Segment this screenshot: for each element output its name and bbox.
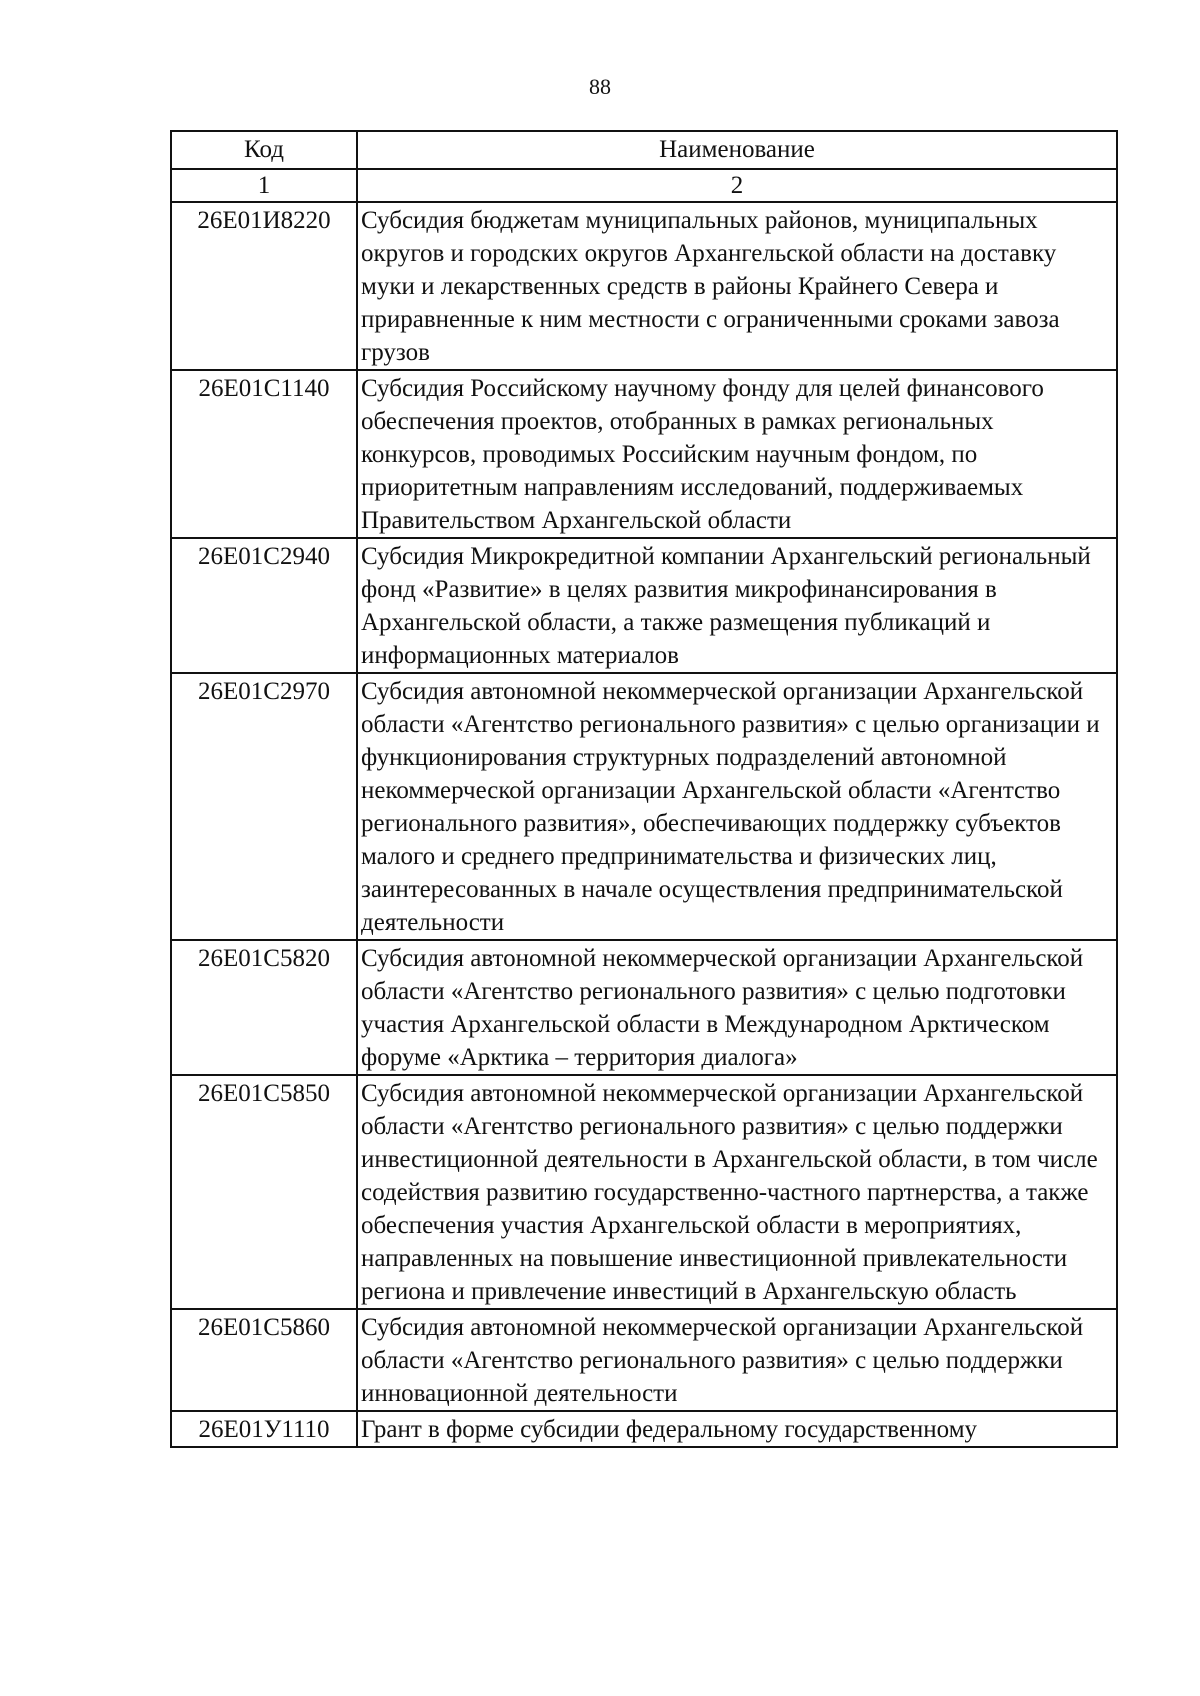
row-code: 26Е01С2970 <box>171 673 357 940</box>
row-code: 26Е01С5820 <box>171 940 357 1075</box>
table-row <box>171 673 1117 940</box>
row-code: 26Е01С2940 <box>171 538 357 673</box>
page-number: 88 <box>589 74 611 99</box>
budget-codes-table <box>170 130 1118 1448</box>
table-row <box>171 370 1117 538</box>
row-code: 26Е01С1140 <box>171 370 357 538</box>
column-number-name: 2 <box>357 169 1117 202</box>
row-name: Субсидия автономной некоммерческой организации Архангельской области «Агентство регионального развития» с целью подготовки участия Архангельской области в Международном Арктическом форуме «Арктика – территория диалога» <box>357 940 1117 1075</box>
row-name: Субсидия автономной некоммерческой организации Архангельской области «Агентство регионального развития» с целью поддержки инновационной деятельности <box>357 1309 1117 1411</box>
column-number-row <box>171 169 1117 202</box>
row-name: Субсидия автономной некоммерческой организации Архангельской области «Агентство регионального развития» с целью поддержки инвестиционной деятельности в Архангельской области, в том числе содействия развитию государственно-частного партнерства, а также обеспечения участия Архангельской области в мероприятиях, направленных на повышение инвестиционной привлекательности региона и привлечение инвестиций в Архангельскую область <box>357 1075 1117 1309</box>
table-row <box>171 940 1117 1075</box>
row-name: Субсидия автономной некоммерческой организации Архангельской области «Агентство регионального развития» с целью организации и функционирования структурных подразделений автономной некоммерческой организации Архангельской области «Агентство регионального развития», обеспечивающих поддержку субъектов малого и среднего предпринимательства и физических лиц, заинтересованных в начале осуществления предпринимательской деятельности <box>357 673 1117 940</box>
table-row <box>171 1309 1117 1411</box>
row-code: 26Е01С5860 <box>171 1309 357 1411</box>
column-number-code: 1 <box>171 169 357 202</box>
row-name: Субсидия бюджетам муниципальных районов, муниципальных округов и городских округов Архангельской области на доставку муки и лекарственных средств в районы Крайнего Севера и приравненные к ним местности с ограниченными сроками завоза грузов <box>357 202 1117 370</box>
header-name: Наименование <box>357 131 1117 169</box>
row-code: 26Е01С5850 <box>171 1075 357 1309</box>
row-name: Субсидия Российскому научному фонду для целей финансового обеспечения проектов, отобранных в рамках региональных конкурсов, проводимых Российским научным фондом, по приоритетным направлениям исследований, поддерживаемых Правительством Архангельской области <box>357 370 1117 538</box>
table-header-row <box>171 131 1117 169</box>
table-row <box>171 1411 1117 1447</box>
table-row <box>171 538 1117 673</box>
header-code: Код <box>171 131 357 169</box>
table-row <box>171 1075 1117 1309</box>
row-name: Субсидия Микрокредитной компании Архангельский региональный фонд «Развитие» в целях развития микрофинансирования в Архангельской области, а также размещения публикаций и информационных материалов <box>357 538 1117 673</box>
table-row <box>171 202 1117 370</box>
row-name: Грант в форме субсидии федеральному государственному <box>357 1411 1117 1447</box>
row-code: 26Е01У1110 <box>171 1411 357 1447</box>
row-code: 26Е01И8220 <box>171 202 357 370</box>
